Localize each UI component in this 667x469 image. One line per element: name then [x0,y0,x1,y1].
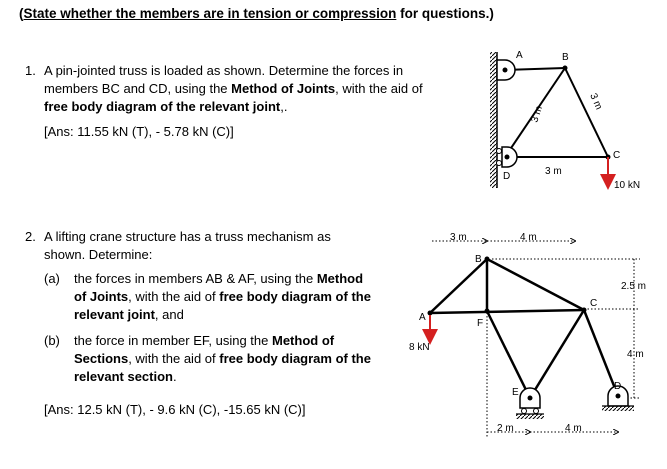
question-1-number: 1. [25,63,36,78]
fig1-label-b: B [562,52,569,63]
question-1-answer: [Ans: 11.55 kN (T), - 5.78 kN (C)] [44,124,234,139]
fig2-dim-top-right: 4 m [520,232,537,243]
q1-line3-end: ,. [280,99,288,114]
fig2-dim-bottom-left: 2 m [497,423,514,434]
fig1-label-c: C [613,150,621,161]
q2b-relevant-section: relevant section [74,369,173,384]
fig2-label-b: B [475,254,482,265]
fig2-dim-right-upper: 2.5 m [621,281,647,292]
member-af-fc [430,310,584,313]
q2b-line1-text: the force in member EF, using the [74,333,269,348]
fig1-dim-dc: 3 m [545,166,562,177]
q2a-line2-mid: , with the aid of [128,289,216,304]
header-suffix: for questions.) [396,6,494,21]
header-underlined: State whether the members are in tension or compression [23,6,397,21]
fig1-dim-bc: 3 m [587,91,605,112]
figure-1-truss [490,50,640,191]
q2b-line3-end: . [173,369,177,384]
q2b-sections: Sections [74,351,129,366]
q2-line1: A lifting crane structure has a truss mechanism as [44,229,331,244]
q2a-of-joints: of Joints [74,289,129,304]
q1-line2-end: , with the aid of [335,81,423,96]
header-prefix: ( [19,6,24,21]
question-2-number: 2. [25,229,36,244]
fig2-label-d: D [614,381,622,392]
fig2-ground-d [602,406,634,411]
q2a-line3-end: , and [154,307,184,322]
fig1-load-label: 10 kN [614,180,641,191]
q2-part-a-label: (a) [44,271,60,286]
q1-method-of-joints: Method of Joints [231,81,336,96]
joint-f [485,309,490,314]
member-bc [487,259,584,310]
q2-line2: shown. Determine: [44,247,153,262]
figure-2-crane [409,232,646,438]
fig1-label-a: A [516,50,523,61]
joint-c [582,308,587,313]
q2b-method-of: Method of [272,333,335,348]
q1-line2-text: members BC and CD, using the [44,81,228,96]
question-2-answer: [Ans: 12.5 kN (T), - 9.6 kN (C), -15.65 kN (C)] [44,402,306,417]
q2a-fbd: free body diagram of the [219,289,371,304]
member-fe [487,311,530,398]
fig2-label-c: C [590,298,598,309]
q2a-method: Method [316,271,364,286]
member-bc [565,68,608,157]
q1-fbd-text: free body diagram of the relevant joint [44,99,281,114]
member-ce [530,310,584,398]
q1-line1: A pin-jointed truss is loaded as shown. Determine the forces in [44,63,404,78]
fig1-dim-ab: 3 m [529,104,546,124]
fig2-label-f: F [477,318,484,329]
fig2-dim-bottom-right: 4 m [565,423,582,434]
q2a-line1-text: the forces in members AB & AF, using the [74,271,314,286]
fig2-label-a: A [419,312,426,323]
joint-b [485,257,490,262]
fig1-wall [490,52,497,188]
fig2-dim-top-left: 3 m [450,232,467,243]
q2-part-b-label: (b) [44,333,60,348]
fig2-dim-right-lower: 4 m [627,349,644,360]
joint-b [563,66,568,71]
q2b-line2-mid: , with the aid of [128,351,216,366]
q2a-relevant-joint: relevant joint [74,307,155,322]
member-ab [430,259,487,313]
fig2-load-label: 8 kN [409,342,430,353]
member-cd [584,310,618,396]
fig1-label-d: D [503,171,511,182]
q2b-fbd: free body diagram of the [219,351,371,366]
fig2-ground-e [516,414,544,419]
joint-a [428,311,433,316]
fig2-label-e: E [512,387,519,398]
